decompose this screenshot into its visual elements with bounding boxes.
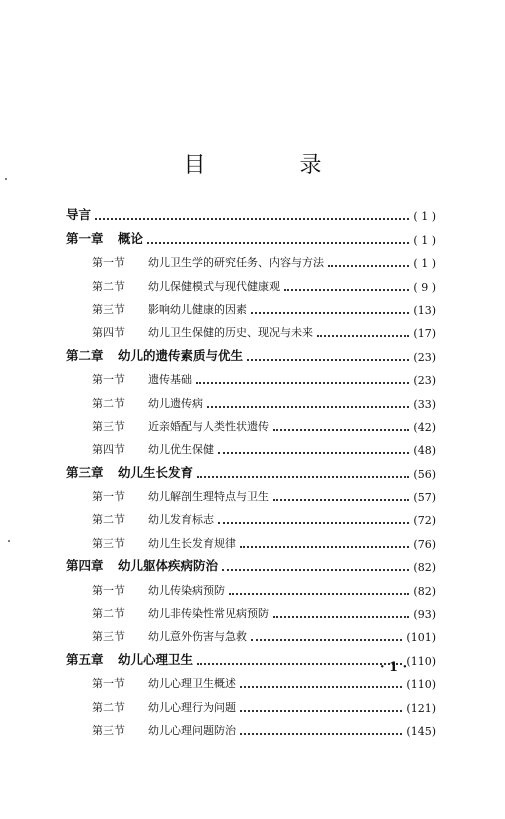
toc-section-entry[interactable]: [66, 294, 436, 317]
toc-entry-label: 幼儿遗传病: [148, 396, 203, 410]
toc-entry-page: (76): [413, 537, 436, 551]
toc-section-entry[interactable]: [66, 715, 436, 738]
toc-section-entry[interactable]: [66, 247, 436, 270]
toc-entry-page: (17): [413, 327, 436, 341]
toc-entry-number: 第四章: [66, 558, 104, 574]
toc-entry-page: (48): [413, 444, 436, 458]
toc-entry-page: (23): [413, 374, 436, 388]
toc-entry-label: 近亲婚配与人类性状遗传: [148, 419, 269, 433]
toc-entry-label: 幼儿保健模式与现代健康观: [148, 279, 280, 293]
toc-entry-title: [92, 605, 269, 621]
toc-entry-title: [92, 301, 247, 317]
dot-leader: [273, 419, 409, 431]
dot-leader: [251, 629, 402, 641]
toc-entry-page: (145): [406, 724, 436, 738]
toc-section-entry[interactable]: [66, 364, 436, 387]
page-title: 目 录: [183, 153, 358, 178]
toc-chapter-entry[interactable]: [66, 457, 436, 480]
toc-section-entry[interactable]: [66, 598, 436, 621]
toc-entry-page: (121): [406, 701, 436, 715]
toc-chapter-entry[interactable]: [66, 551, 436, 574]
dot-leader: [273, 489, 409, 501]
toc-entry-label: 幼儿的遗传素质与优生: [118, 347, 244, 363]
toc-entry-title: [66, 650, 193, 668]
toc-entry-label: 幼儿心理问题防治: [148, 723, 236, 737]
dot-leader: [251, 302, 409, 314]
toc-entry-title: [92, 278, 280, 294]
toc-section-entry[interactable]: [66, 621, 436, 644]
dot-leader: [196, 372, 409, 384]
dot-leader: [240, 700, 402, 712]
toc-entry-title: [92, 582, 225, 598]
toc-entry-number: 第三节: [92, 723, 125, 737]
toc-entry-title: [92, 395, 203, 411]
toc-chapter-entry[interactable]: [66, 340, 436, 363]
toc-entry-number: 第一节: [92, 677, 125, 691]
toc-entry-number: 第一节: [92, 256, 125, 270]
toc-entry-number: 第二节: [92, 279, 125, 293]
toc-entry-label: 幼儿心理卫生: [118, 651, 194, 667]
dot-leader: [240, 676, 402, 688]
toc-entry-label: 幼儿卫生学的研究任务、内容与方法: [148, 256, 324, 270]
toc-entry-label: 导言: [66, 207, 92, 223]
toc-entry-number: 第三节: [92, 302, 125, 316]
dot-leader: [147, 232, 409, 244]
toc-entry-page: ( 1 ): [413, 233, 436, 247]
toc-chapter-entry[interactable]: [66, 223, 436, 246]
toc-entry-label: 幼儿非传染性常见病预防: [148, 607, 269, 621]
toc-entry-title: [66, 205, 91, 223]
dot-leader: [328, 255, 409, 267]
toc-section-entry[interactable]: [66, 411, 436, 434]
toc-entry-label: 幼儿优生保健: [148, 443, 214, 457]
toc-entry-label: 幼儿心理卫生概述: [148, 677, 236, 691]
dot-leader: [240, 536, 409, 548]
toc-entry-page: (42): [413, 420, 436, 434]
toc-entry-number: 第三节: [92, 630, 125, 644]
toc-entry-label: 遗传基础: [148, 373, 192, 387]
toc-entry-number: 第二节: [92, 607, 125, 621]
toc-section-entry[interactable]: [66, 481, 436, 504]
dot-leader: [197, 653, 402, 665]
dot-leader: [95, 208, 409, 220]
toc-entry-title: [92, 488, 269, 504]
dot-leader: [222, 559, 409, 571]
dot-leader: [240, 723, 402, 735]
toc-chapter-entry[interactable]: [66, 200, 436, 223]
toc-entry-title: [92, 675, 236, 691]
scan-mark: [8, 540, 10, 542]
toc-section-entry[interactable]: [66, 574, 436, 597]
toc-entry-label: 概论: [118, 230, 144, 246]
toc-section-entry[interactable]: [66, 387, 436, 410]
toc-entry-number: 第一节: [92, 583, 125, 597]
toc-entry-label: 幼儿心理行为问题: [148, 700, 236, 714]
page-number: · 1 ·: [380, 660, 408, 675]
toc-entry-page: (82): [413, 561, 436, 575]
toc-entry-title: [66, 229, 143, 247]
toc-entry-page: (93): [413, 608, 436, 622]
toc-entry-page: (82): [413, 584, 436, 598]
toc-entry-title: [92, 511, 214, 527]
toc-section-entry[interactable]: [66, 691, 436, 714]
toc-entry-number: 第一节: [92, 373, 125, 387]
toc-entry-label: 幼儿生长发育规律: [148, 536, 236, 550]
dot-leader: [273, 606, 409, 618]
dot-leader: [197, 466, 409, 478]
toc-entry-page: (13): [413, 303, 436, 317]
toc-entry-title: [92, 441, 214, 457]
toc-entry-title: [66, 463, 193, 481]
toc-entry-label: 幼儿意外伤害与急救: [148, 630, 247, 644]
toc-entry-page: (56): [413, 467, 436, 481]
dot-leader: [218, 442, 409, 454]
dot-leader: [207, 396, 409, 408]
toc-entry-title: [92, 371, 192, 387]
toc-entry-page: ( 1 ): [413, 257, 436, 271]
toc-entry-number: 第五章: [66, 651, 104, 667]
toc-entry-title: [66, 556, 218, 574]
toc-section-entry[interactable]: [66, 504, 436, 527]
toc-section-entry[interactable]: [66, 270, 436, 293]
toc-entry-number: 第二章: [66, 347, 104, 363]
toc-entry-page: ( 9 ): [413, 280, 436, 294]
toc-entry-title: [92, 628, 247, 644]
toc-entry-page: (110): [406, 654, 436, 668]
toc-entry-title: [66, 346, 243, 364]
toc-entry-page: (57): [413, 491, 436, 505]
toc-entry-label: 幼儿传染病预防: [148, 583, 225, 597]
toc-entry-label: 影响幼儿健康的因素: [148, 302, 247, 316]
toc-entry-number: 第四节: [92, 443, 125, 457]
toc-entry-label: 幼儿卫生保健的历史、现况与未来: [148, 326, 313, 340]
toc-entry-page: (23): [413, 350, 436, 364]
dot-leader: [284, 279, 409, 291]
toc-entry-label: 幼儿生长发育: [118, 464, 194, 480]
toc-entry-number: 第一节: [92, 490, 125, 504]
toc-entry-page: (33): [413, 397, 436, 411]
toc-entry-number: 第二节: [92, 513, 125, 527]
toc-section-entry[interactable]: [66, 317, 436, 340]
toc-entry-number: 第二节: [92, 700, 125, 714]
toc-entry-title: [92, 535, 236, 551]
toc-entry-label: 幼儿躯体疾病防治: [118, 558, 219, 574]
toc-entry-page: (110): [406, 678, 436, 692]
dot-leader: [247, 349, 409, 361]
toc-entry-page: (101): [406, 631, 436, 645]
dot-leader: [317, 325, 409, 337]
toc-section-entry[interactable]: [66, 434, 436, 457]
toc-entry-title: [92, 722, 236, 738]
toc-entry-title: [92, 418, 269, 434]
toc-entry-number: 第三节: [92, 536, 125, 550]
toc-entry-label: 幼儿发育标志: [148, 513, 214, 527]
dot-leader: [218, 512, 409, 524]
toc-list: [66, 200, 436, 738]
toc-entry-title: [92, 254, 324, 270]
toc-entry-page: (72): [413, 514, 436, 528]
toc-entry-page: ( 1 ): [413, 210, 436, 224]
toc-entry-number: 第三章: [66, 464, 104, 480]
dot-leader: [229, 583, 409, 595]
toc-entry-number: 第一章: [66, 230, 104, 246]
toc-entry-number: 第二节: [92, 396, 125, 410]
toc-entry-label: 幼儿解剖生理特点与卫生: [148, 490, 269, 504]
toc-entry-title: [92, 324, 313, 340]
scan-mark: [5, 178, 7, 180]
toc-section-entry[interactable]: [66, 527, 436, 550]
toc-entry-number: 第三节: [92, 419, 125, 433]
toc-entry-number: 第四节: [92, 326, 125, 340]
toc-entry-title: [92, 699, 236, 715]
